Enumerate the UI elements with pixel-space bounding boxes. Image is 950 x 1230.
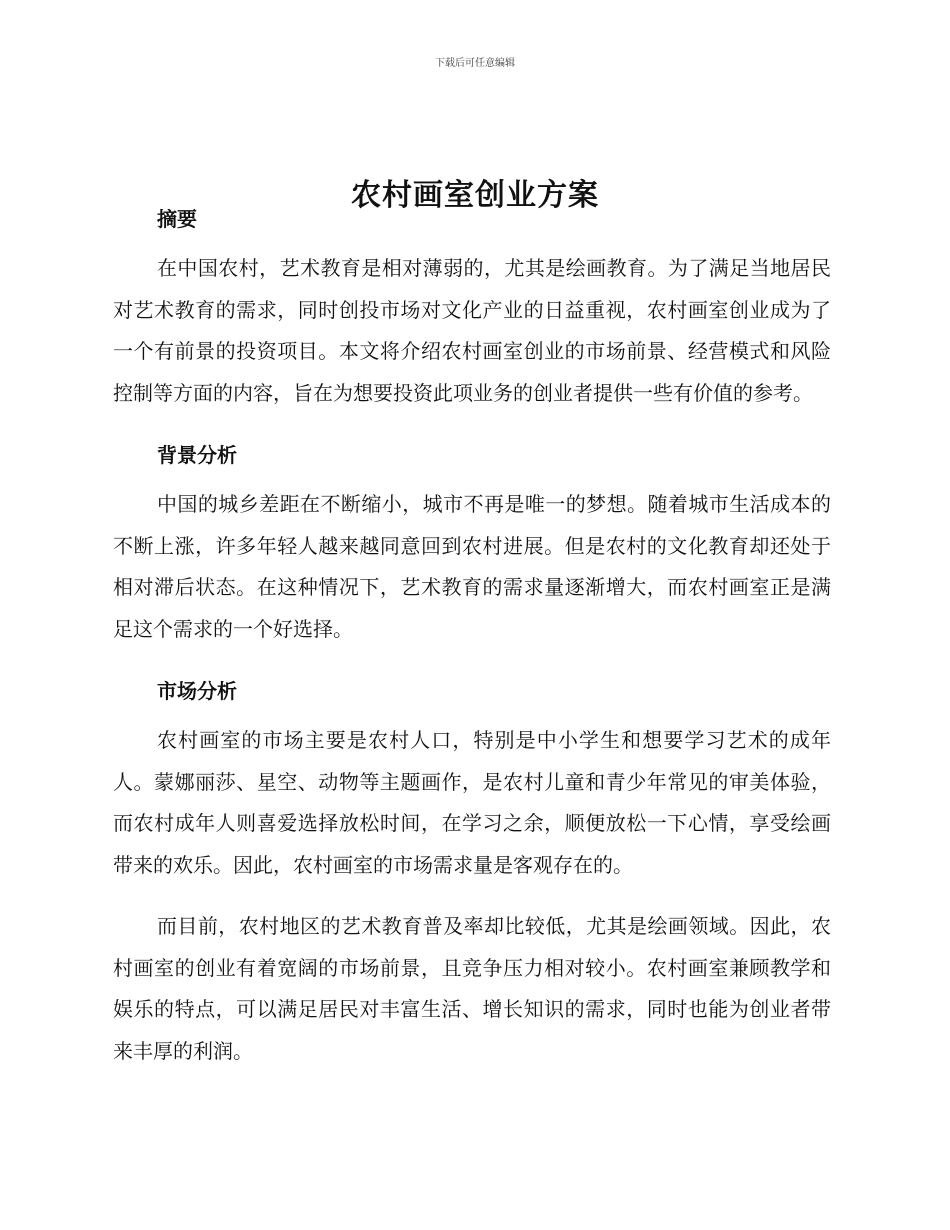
document-title: 农村画室创业方案 bbox=[351, 178, 599, 214]
section-heading: 背景分析 bbox=[157, 443, 237, 467]
paragraph: 中国的城乡差距在不断缩小，城市不再是唯一的梦想。随着城市生活成本的不断上涨，许多年轻人越来越同意回到农村进展。但是农村的文化教育却还处于相对滞后状态。在这种情况下，艺术教育的需求量逐渐增大，而农村画室正是满足这个需求的一个好选择。 bbox=[113, 492, 831, 641]
paragraph: 而目前，农村地区的艺术教育普及率却比较低，尤其是绘画领域。因此，农村画室的创业有着宽阔的市场前景，且竞争压力相对较小。农村画室兼顾教学和娱乐的特点，可以满足居民对丰富生活、增长知识的需求，同时也能为创业者带来丰厚的利润。 bbox=[113, 914, 831, 1063]
section-heading: 摘要 bbox=[157, 207, 197, 231]
section-heading: 市场分析 bbox=[157, 679, 237, 703]
paragraph: 农村画室的市场主要是农村人口，特别是中小学生和想要学习艺术的成年人。蒙娜丽莎、星空、动物等主题画作，是农村儿童和青少年常见的审美体验，而农村成年人则喜爱选择放松时间，在学习之余，顺便放松一下心情，享受绘画带来的欢乐。因此，农村画室的市场需求量是客观存在的。 bbox=[113, 728, 831, 877]
document-body bbox=[113, 200, 831, 1094]
section-market bbox=[113, 672, 831, 1072]
paragraph: 在中国农村，艺术教育是相对薄弱的，尤其是绘画教育。为了满足当地居民对艺术教育的需求，同时创投市场对文化产业的日益重视，农村画室创业成为了一个有前景的投资项目。本文将介绍农村画室创业的市场前景、经营模式和风险控制等方面的内容，旨在为想要投资此项业务的创业者提供一些有价值的参考。 bbox=[113, 256, 831, 405]
section-abstract bbox=[113, 200, 831, 414]
section-background bbox=[113, 436, 831, 650]
header-note: 下载后可任意编辑 bbox=[435, 58, 515, 69]
